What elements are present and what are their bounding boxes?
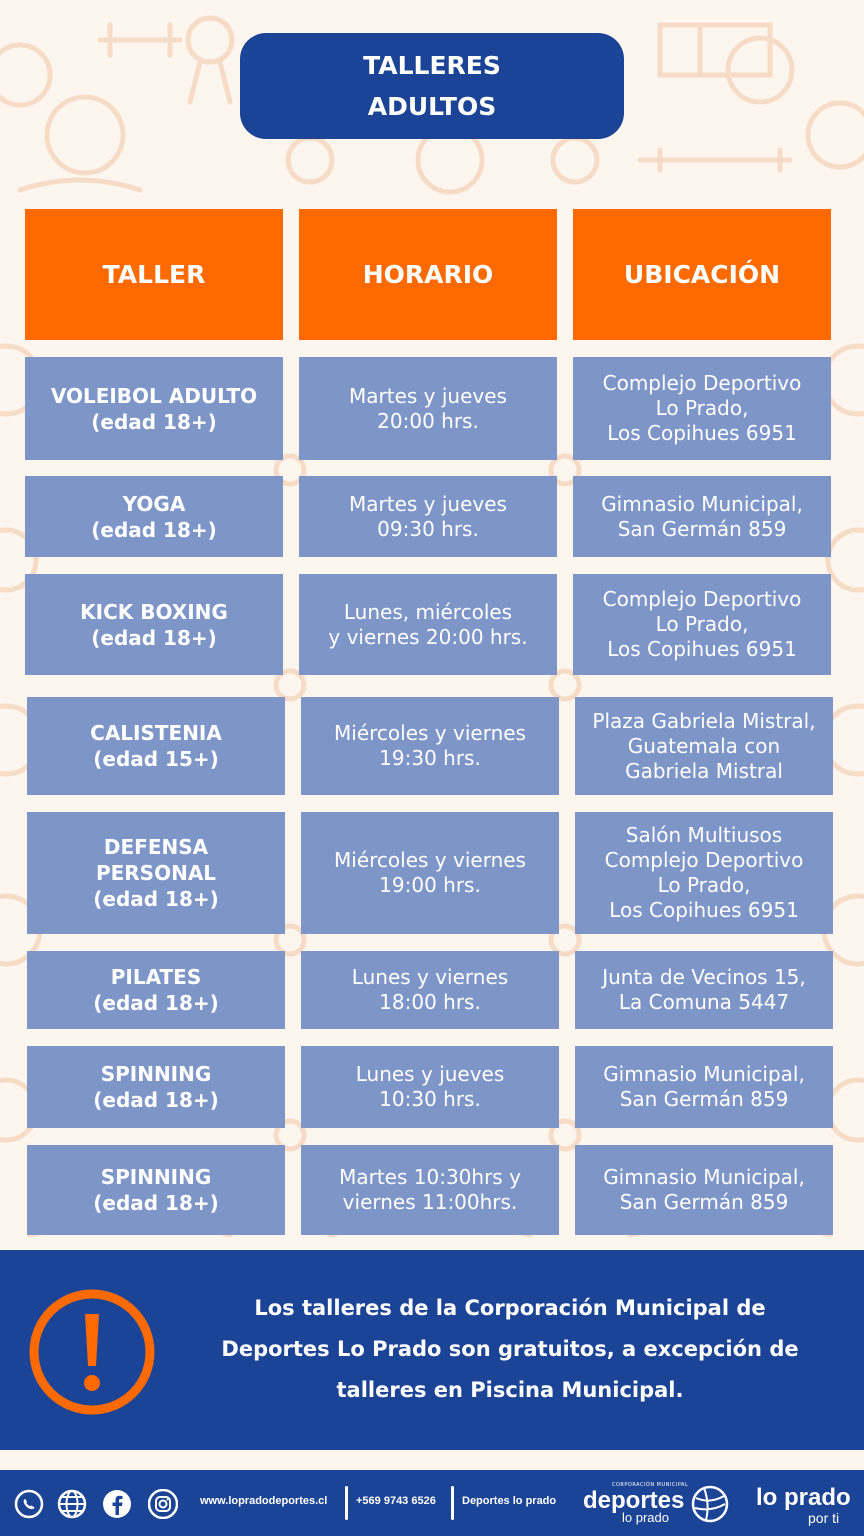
ubicacion-line: Gimnasio Municipal, [603, 1062, 805, 1086]
website-link[interactable]: www.lopradodeportes.cl [200, 1495, 328, 1507]
ubicacion-line: Gabriela Mistral [625, 758, 783, 783]
header-ubicacion [573, 209, 831, 340]
ubicacion-line: Los Copihues 6951 [607, 421, 797, 445]
horario-line: Lunes y viernes [351, 965, 509, 989]
horario-line: 19:30 hrs. [379, 746, 481, 770]
ubicacion-cell-pilates [575, 951, 833, 1029]
lo-prado-logo-text: lo prado [756, 1484, 851, 1511]
taller-name: DEFENSA [103, 835, 209, 859]
ubicacion-line: Lo Prado, [655, 396, 749, 420]
taller-age: (edad 18+) [91, 625, 217, 650]
ubicacion-cell-yoga [573, 476, 831, 557]
brand-logo-text: deportes [583, 1487, 685, 1514]
ubicacion-line: La Comuna 5447 [618, 990, 790, 1014]
header-horario [299, 209, 557, 340]
ubicacion-line: Guatemala con [627, 733, 781, 758]
taller-age: (edad 15+) [93, 747, 219, 771]
ubicacion-line: Gimnasio Municipal, [601, 491, 803, 516]
taller-age: (edad 18+) [91, 409, 217, 434]
horario-cell-calistenia [301, 697, 559, 795]
title-line-2: ADULTOS [367, 92, 497, 121]
horario-line: Martes 10:30hrs y [339, 1165, 521, 1189]
horario-cell-spinning-1 [301, 1046, 559, 1128]
globe-icon[interactable] [57, 1489, 87, 1519]
instagram-icon[interactable] [148, 1489, 178, 1519]
horario-cell-voleibol [299, 357, 557, 460]
horario-cell-kickboxing [299, 574, 557, 675]
taller-name: CALISTENIA [90, 721, 222, 745]
ubicacion-cell-kickboxing [573, 574, 831, 675]
lo-prado-logo-subtext: por ti [808, 1510, 840, 1526]
horario-line: Miércoles y viernes [334, 848, 526, 872]
ubicacion-line: San Germán 859 [619, 1087, 789, 1111]
ubicacion-line: Salón Multiusos [625, 823, 783, 847]
taller-cell-defensa-personal [27, 812, 285, 934]
taller-age: (edad 18+) [93, 1088, 219, 1112]
ubicacion-line: Complejo Deportivo [602, 587, 802, 611]
ubicacion-line: Los Copihues 6951 [609, 898, 799, 922]
header-ubicacion-label: UBICACIÓN [623, 260, 781, 289]
notice-line: talleres en Piscina Municipal. [336, 1378, 684, 1402]
taller-name: PERSONAL [95, 861, 217, 885]
taller-name: KICK BOXING [80, 599, 228, 624]
taller-age: (edad 18+) [93, 991, 219, 1015]
ubicacion-line: Lo Prado, [655, 612, 749, 636]
exclamation-circle-icon [28, 1288, 156, 1416]
taller-age: (edad 18+) [93, 1191, 219, 1215]
ubicacion-cell-spinning-1 [575, 1046, 833, 1128]
taller-name: YOGA [122, 491, 186, 516]
ubicacion-cell-defensa-personal [575, 812, 833, 934]
notice-text [185, 1288, 835, 1411]
ubicacion-line: Complejo Deportivo [604, 848, 804, 872]
brand-logo-subtext: lo prado [622, 1510, 669, 1525]
phone-number[interactable]: +569 9743 6526 [356, 1495, 436, 1507]
taller-cell-pilates [27, 951, 285, 1029]
horario-line: 09:30 hrs. [377, 516, 479, 541]
title-line-1: TALLERES [363, 51, 501, 80]
footer-divider [451, 1486, 454, 1520]
ubicacion-line: Lo Prado, [657, 873, 751, 897]
social-handle[interactable]: Deportes lo prado [462, 1495, 557, 1507]
taller-cell-yoga [25, 476, 283, 557]
free-workshops-notice [0, 1250, 864, 1450]
header-horario-label: HORARIO [362, 260, 494, 289]
notice-line: Los talleres de la Corporación Municipal de [254, 1296, 766, 1320]
taller-name: PILATES [110, 965, 202, 989]
horario-line: Martes y jueves [349, 383, 507, 408]
ubicacion-line: Plaza Gabriela Mistral, [592, 708, 816, 733]
taller-name: SPINNING [100, 1165, 212, 1189]
taller-cell-spinning-1 [27, 1046, 285, 1128]
ubicacion-cell-calistenia [575, 697, 833, 795]
taller-cell-kickboxing [25, 574, 283, 675]
horario-line: 19:00 hrs. [379, 873, 481, 897]
horario-cell-yoga [299, 476, 557, 557]
brand-caption: CORPORACIÓN MUNICIPAL [612, 1482, 689, 1488]
horario-cell-spinning-2 [301, 1145, 559, 1235]
footer-divider [345, 1486, 348, 1520]
ubicacion-line: San Germán 859 [619, 1190, 789, 1214]
whatsapp-icon[interactable] [14, 1489, 44, 1519]
ubicacion-cell-voleibol [573, 357, 831, 460]
taller-name: SPINNING [100, 1062, 212, 1086]
horario-line: Miércoles y viernes [334, 721, 526, 745]
ball-logo-icon [690, 1484, 730, 1524]
horario-line: 20:00 hrs. [377, 408, 479, 433]
horario-line: 10:30 hrs. [379, 1087, 481, 1111]
header-taller [25, 209, 283, 340]
horario-line: Lunes, miércoles [343, 599, 513, 624]
taller-cell-voleibol [25, 357, 283, 460]
notice-line: Deportes Lo Prado son gratuitos, a excepción de [221, 1337, 799, 1361]
ubicacion-line: Gimnasio Municipal, [603, 1165, 805, 1189]
taller-cell-calistenia [27, 697, 285, 795]
horario-line: 18:00 hrs. [379, 990, 481, 1014]
ubicacion-line: Junta de Vecinos 15, [602, 965, 806, 989]
facebook-icon[interactable] [102, 1489, 132, 1519]
horario-cell-pilates [301, 951, 559, 1029]
taller-age: (edad 18+) [91, 517, 217, 542]
taller-name: VOLEIBOL ADULTO [50, 383, 258, 408]
horario-line: viernes 11:00hrs. [342, 1190, 518, 1214]
horario-line: y viernes 20:00 hrs. [328, 624, 528, 649]
ubicacion-line: Los Copihues 6951 [607, 637, 797, 661]
page-title [240, 33, 624, 139]
ubicacion-line: Complejo Deportivo [602, 371, 802, 395]
footer-bar [0, 1470, 864, 1536]
horario-line: Lunes y jueves [355, 1062, 505, 1086]
horario-cell-defensa-personal [301, 812, 559, 934]
ubicacion-line: San Germán 859 [617, 516, 787, 541]
header-taller-label: TALLER [102, 260, 206, 289]
taller-age: (edad 18+) [93, 887, 219, 911]
taller-cell-spinning-2 [27, 1145, 285, 1235]
ubicacion-cell-spinning-2 [575, 1145, 833, 1235]
horario-line: Martes y jueves [349, 491, 507, 516]
